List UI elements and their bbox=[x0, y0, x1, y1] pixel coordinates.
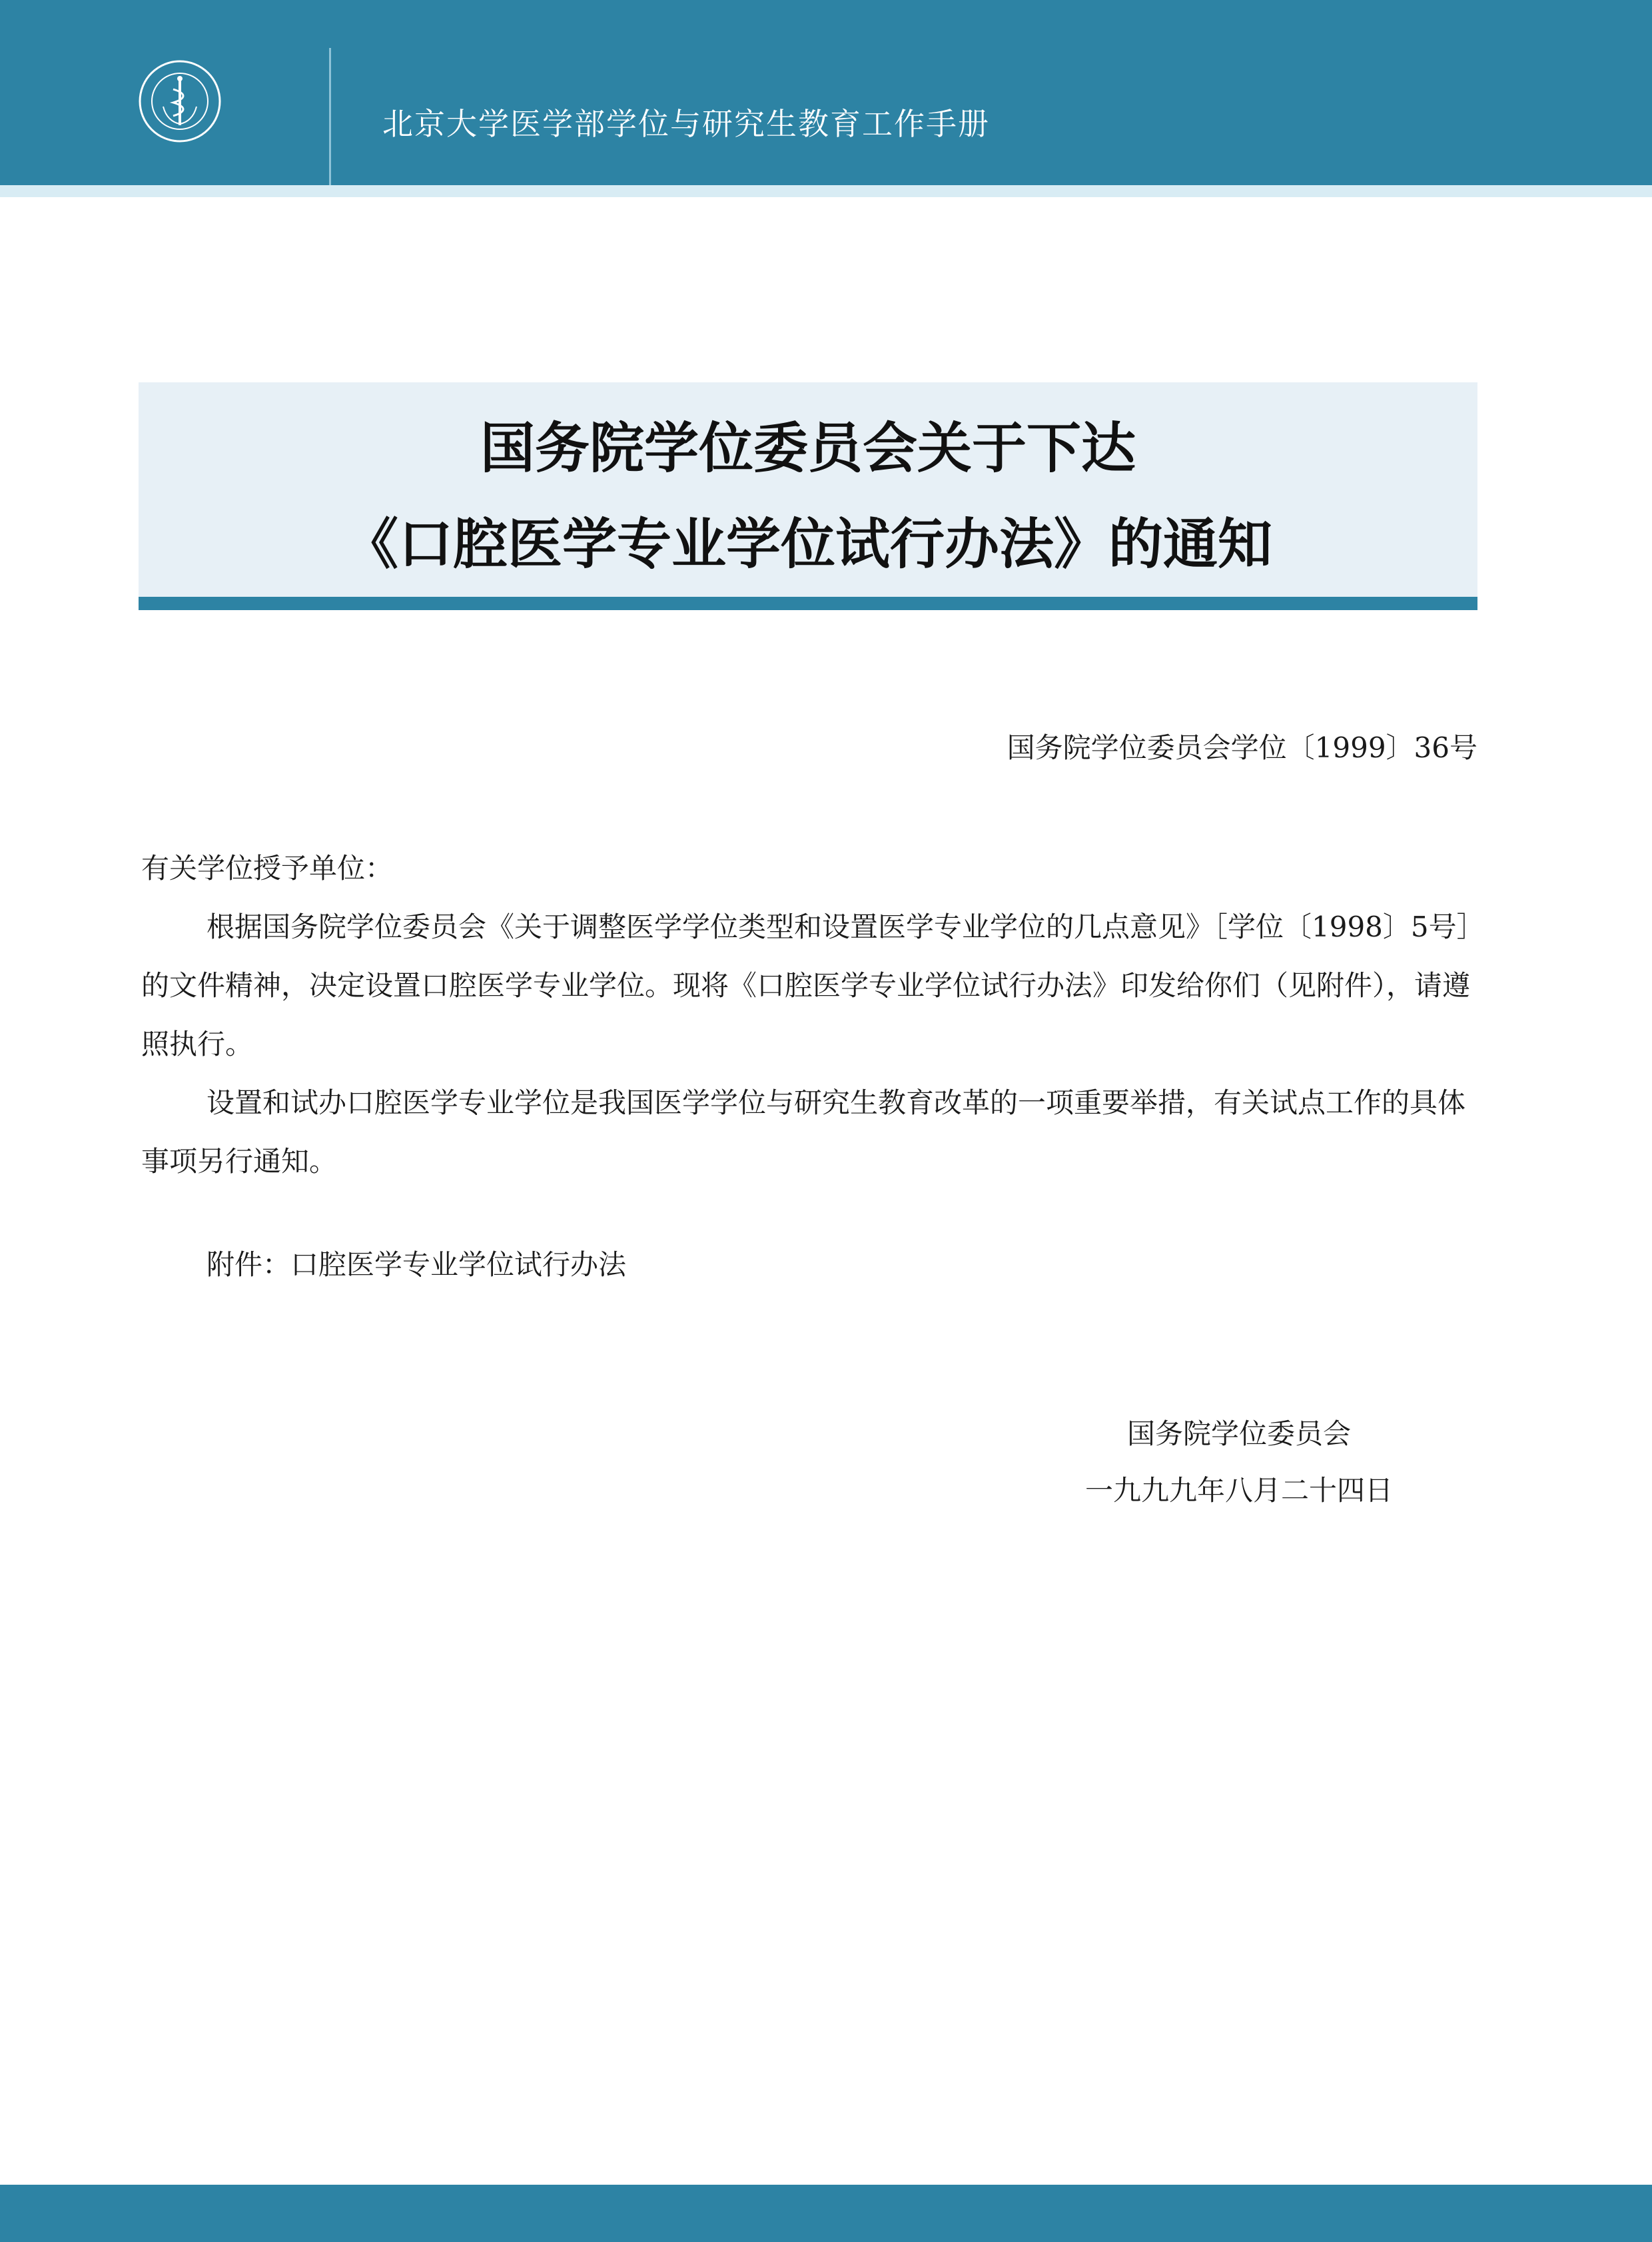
paragraph-2 bbox=[141, 1074, 1477, 1191]
signature-date: 一九九九年八月二十四日 bbox=[1084, 1474, 1393, 1507]
attachment bbox=[141, 1236, 1543, 1294]
header-divider bbox=[329, 48, 331, 185]
paragraph-1 bbox=[141, 898, 1477, 1074]
document-number: 国务院学位委员会学位〔1999〕36号 bbox=[1007, 731, 1477, 764]
paragraph-2-text: 设置和试办口腔医学专业学位是我国医学学位与研究生教育改革的一项重要举措，有关试点工作的具体事项另行通知。 bbox=[141, 1086, 1466, 1178]
header-stripe bbox=[0, 185, 1652, 197]
attachment-text: 附件：口腔医学专业学位试行办法 bbox=[206, 1248, 627, 1281]
salutation bbox=[141, 839, 1477, 898]
title-underline-bar bbox=[139, 597, 1477, 610]
paragraph-1-text: 根据国务院学位委员会《关于调整医学学位类型和设置医学专业学位的几点意见》［学位〔1998〕5号］的文件精神，决定设置口腔医学专业学位。现将《口腔医学专业学位试行办法》印发给你们（见附件），请遵照执行。 bbox=[141, 911, 1471, 1060]
document-title-line-2: 《口腔医学专业学位试行办法》的通知 bbox=[343, 513, 1272, 576]
header-title: 北京大学医学部学位与研究生教育工作手册 bbox=[382, 106, 990, 142]
pku-health-science-seal-icon bbox=[137, 43, 223, 160]
signature-org: 国务院学位委员会 bbox=[1126, 1417, 1351, 1450]
footer-band bbox=[0, 2185, 1652, 2242]
header-band bbox=[0, 0, 1652, 185]
document-title-line-1: 国务院学位委员会关于下达 bbox=[480, 417, 1136, 480]
salutation-text: 有关学位授予单位： bbox=[141, 852, 394, 885]
